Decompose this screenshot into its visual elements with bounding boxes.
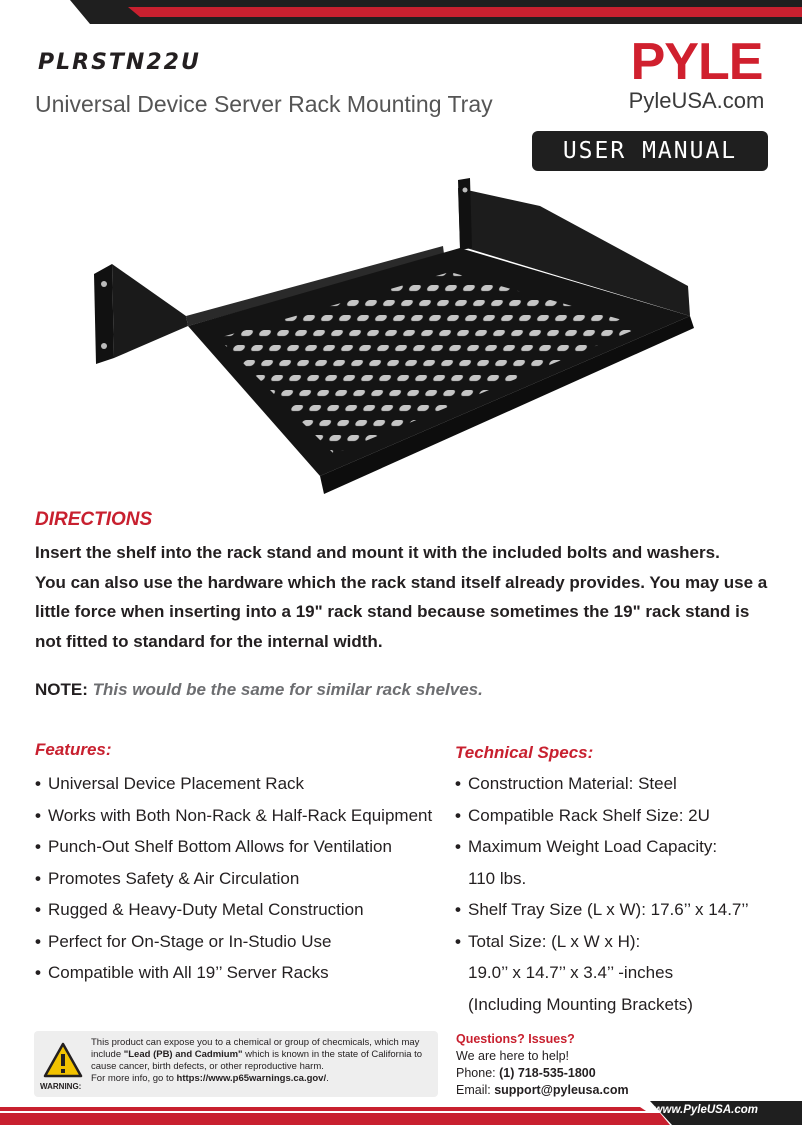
user-manual-badge: USER MANUAL xyxy=(532,131,768,171)
phone-number[interactable]: (1) 718-535-1800 xyxy=(499,1066,596,1080)
spec-item: • Shelf Tray Size (L x W): 17.6’’ x 14.7’’ xyxy=(455,900,749,919)
note xyxy=(35,680,483,700)
feature-item: • Universal Device Placement Rack xyxy=(35,774,305,793)
specs-list xyxy=(455,768,749,1020)
brand-wordmark: PYLE xyxy=(630,33,763,91)
spec-item: • Construction Material: Steel xyxy=(455,774,677,793)
spec-item: • Total Size: (L x W x H): xyxy=(455,931,641,951)
note-text: This would be the same for similar rack shelves. xyxy=(92,680,483,699)
brand-site: PyleUSA.com xyxy=(628,88,765,113)
feature-item: • Perfect for On-Stage or In-Studio Use xyxy=(35,931,332,951)
directions-paragraph: You can also use the hardware which the rack stand itself already provides. You may use a little force when inserting into a 19" rack stand because sometimes the 19" rack stand is not fitted to standard for the internal width. xyxy=(35,572,768,651)
directions-paragraph: Insert the shelf into the rack stand and mount it with the included bolts and washers. xyxy=(35,543,720,562)
features-heading: Features: xyxy=(35,740,112,759)
rack-shelf-image xyxy=(88,176,712,500)
header-stripe xyxy=(0,0,802,26)
contact-heading: Questions? Issues? xyxy=(456,1032,575,1046)
brand-logo xyxy=(624,33,769,114)
feature-item: • Rugged & Heavy-Duty Metal Construction xyxy=(35,900,364,919)
directions-heading: DIRECTIONS xyxy=(35,509,153,530)
footer-website[interactable]: www.PyleUSA.com xyxy=(653,1104,758,1116)
email-address[interactable]: support@pyleusa.com xyxy=(494,1083,629,1097)
model-number: PLRSTN22U xyxy=(38,50,201,75)
warning-text: This product can expose you to a chemical or group of checmicals, which may include "Lead (PB) and Cadmium" which is known in the state of California to cause cancer, birth defects, or other reproductive harm. For more info, go to https://www.p65warnings.ca.gov/. xyxy=(91,1037,423,1084)
feature-item: • Compatible with All 19’’ Server Racks xyxy=(35,963,329,982)
feature-item: • Promotes Safety & Air Circulation xyxy=(35,868,300,888)
spec-item: • Maximum Weight Load Capacity: xyxy=(455,837,718,856)
spec-item: • Compatible Rack Shelf Size: 2U xyxy=(455,805,710,825)
feature-item: • Works with Both Non-Rack & Half-Rack Equipment xyxy=(35,805,433,825)
spec-item-continued: 19.0’’ x 14.7’’ x 3.4’’ -inches xyxy=(468,963,674,982)
contact-phone: Phone: (1) 718-535-1800 xyxy=(456,1066,596,1080)
contact-help: We are here to help! xyxy=(456,1049,570,1063)
note-label: NOTE: xyxy=(35,680,88,699)
specs-heading: Technical Specs: xyxy=(455,743,594,762)
contact-email: Email: support@pyleusa.com xyxy=(456,1083,629,1097)
p65-link[interactable]: https://www.p65warnings.ca.gov/ xyxy=(176,1073,327,1084)
directions-text xyxy=(35,538,775,656)
spec-item-continued: (Including Mounting Brackets) xyxy=(468,994,693,1014)
features-list xyxy=(35,768,432,989)
contact-block xyxy=(456,1031,629,1099)
warning-triangle-icon xyxy=(43,1042,83,1078)
product-title: Universal Device Server Rack Mounting Tray xyxy=(35,91,493,117)
spec-item-continued: 110 lbs. xyxy=(468,868,527,888)
warning-label: WARNING: xyxy=(40,1082,82,1091)
feature-item: • Punch-Out Shelf Bottom Allows for Ventilation xyxy=(35,837,392,856)
